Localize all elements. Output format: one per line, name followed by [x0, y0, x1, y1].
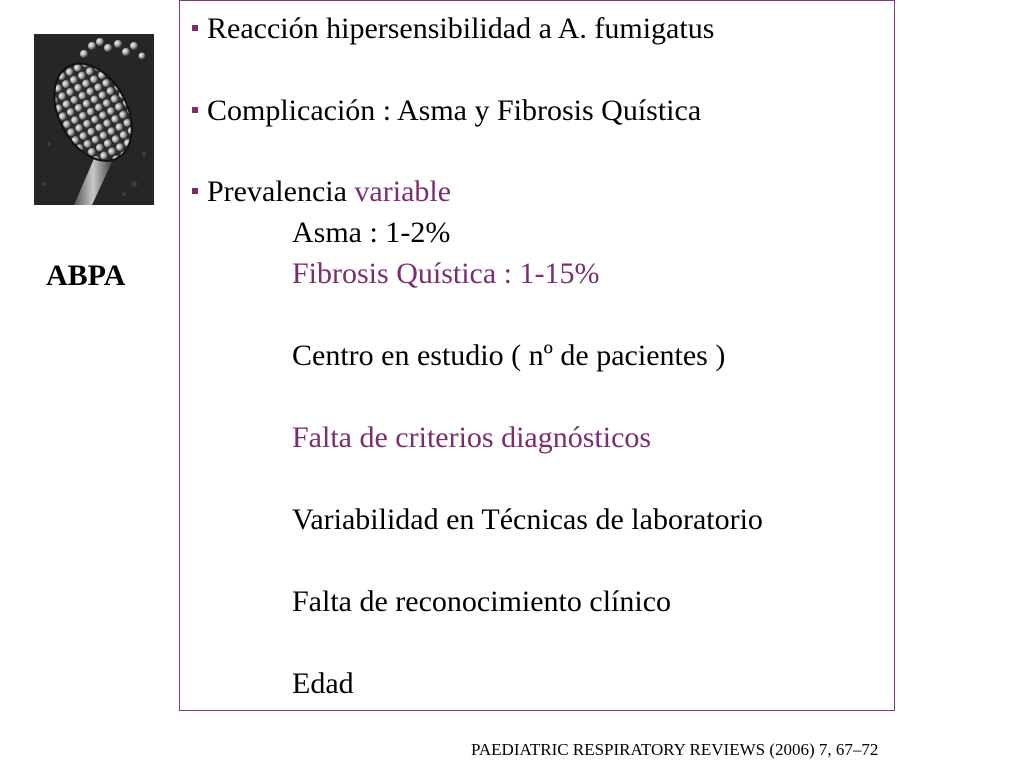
square-bullet-icon [192, 107, 198, 113]
bullet-text: Complicación : Asma y Fibrosis Quística [207, 94, 702, 127]
prevalence-highlight: variable [354, 175, 452, 208]
content-box [179, 0, 895, 711]
sub-item-reconocimiento: Falta de reconocimiento clínico [292, 585, 672, 618]
citation: PAEDIATRIC RESPIRATORY REVIEWS (2006) 7, 67–72 [471, 740, 879, 759]
abpa-label: ABPA [46, 259, 126, 292]
bullet-prevalence [192, 172, 451, 212]
sub-item-fibrosis: Fibrosis Quística : 1-15% [292, 257, 600, 290]
bullet-text: Reacción hipersensibilidad a A. fumigatus [207, 12, 715, 45]
sub-item-edad: Edad [292, 667, 354, 700]
bullet-text: Prevalencia [207, 175, 355, 208]
bullet-complication [192, 91, 701, 131]
sub-item-tecnicas: Variabilidad en Técnicas de laboratorio [292, 503, 763, 536]
aspergillus-micrograph-image [34, 34, 154, 205]
sub-item-asma: Asma : 1-2% [292, 216, 451, 249]
sub-item-criterios: Falta de criterios diagnósticos [292, 421, 652, 454]
square-bullet-icon [192, 188, 198, 194]
square-bullet-icon [192, 25, 198, 31]
bullet-hypersensitivity [192, 9, 714, 49]
sub-item-centro: Centro en estudio ( nº de pacientes ) [292, 339, 726, 372]
